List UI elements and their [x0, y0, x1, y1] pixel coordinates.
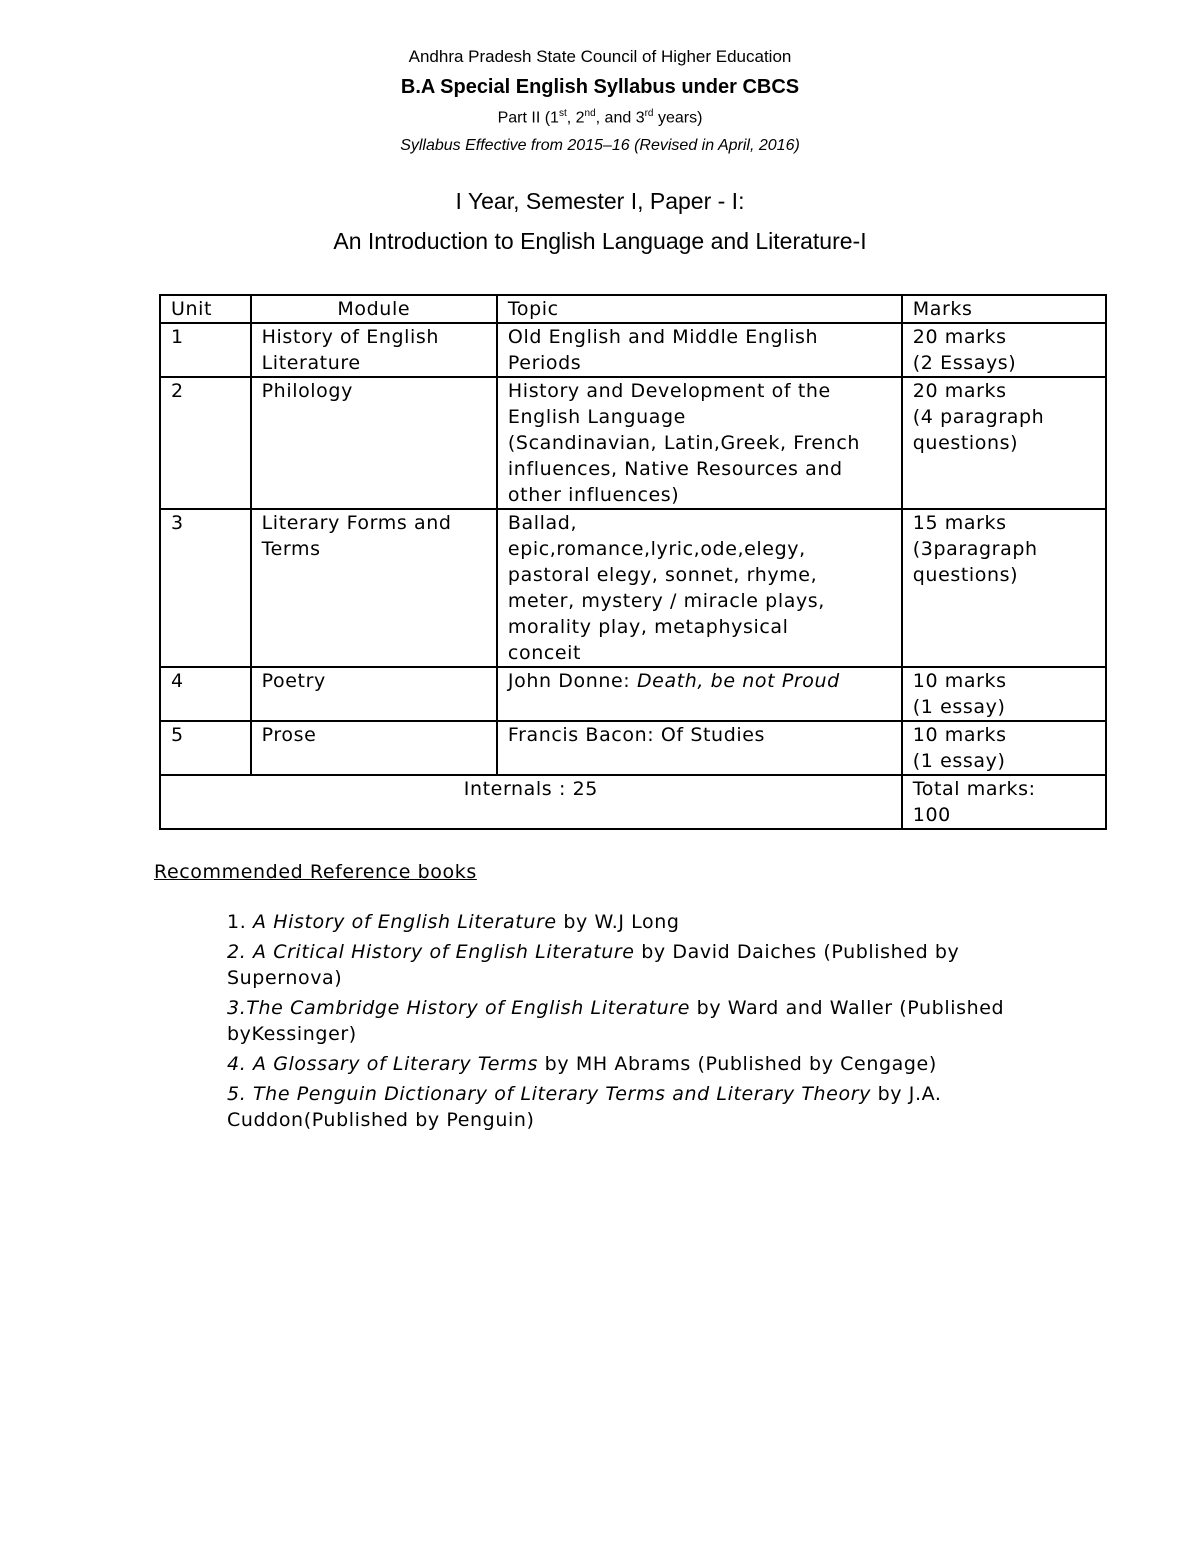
table-row: [160, 377, 1106, 509]
part-text: Part II (1: [497, 109, 559, 127]
ref-title: The Penguin Dictionary of Literary Terms and Literary Theory: [252, 1083, 871, 1105]
effective-line: Syllabus Effective from 2015–16 (Revised in April, 2016): [400, 137, 800, 154]
cell-marks: 15 marks (3paragraph questions): [902, 509, 1106, 667]
cell-topic: [497, 667, 902, 721]
topic-work-title: Death, be not Proud: [636, 670, 840, 692]
ref-details: by W.J Long: [556, 911, 680, 933]
part-text: , 2: [566, 109, 585, 127]
council-name: Andhra Pradesh State Council of Higher Education: [408, 47, 792, 66]
list-item: [227, 1051, 1047, 1077]
list-item: [227, 1081, 1047, 1133]
syllabus-table: [159, 294, 1107, 830]
list-item: [227, 909, 1047, 935]
sup-second: nd: [584, 108, 596, 119]
cell-module: Philology: [251, 377, 497, 509]
cell-unit: 5: [160, 721, 251, 775]
table-header-row: [160, 295, 1106, 323]
ref-details: by David Daiches (Published by Supernova): [227, 941, 960, 989]
cell-unit: 3: [160, 509, 251, 667]
list-item: [227, 995, 1047, 1047]
syllabus-title: B.A Special English Syllabus under CBCS: [400, 76, 800, 98]
table-footer-row: [160, 775, 1106, 829]
ref-number: 3.: [227, 997, 247, 1019]
ref-number: 4.: [227, 1053, 253, 1075]
cell-marks: 20 marks (2 Essays): [902, 323, 1106, 377]
part-text: , and 3: [595, 109, 645, 127]
ref-title: The Cambridge History of English Literature: [246, 997, 691, 1019]
table-row: [160, 323, 1106, 377]
cell-unit: 1: [160, 323, 251, 377]
cell-topic: Ballad, epic,romance,lyric,ode,elegy, pastoral elegy, sonnet, rhyme, meter, mystery / miracle plays, morality play, metaphysical conceit: [497, 509, 902, 667]
cell-module: Prose: [251, 721, 497, 775]
part-text: years): [653, 109, 703, 127]
topic-author: John Donne:: [507, 670, 637, 692]
header-module: Module: [251, 295, 497, 323]
table-row: [160, 667, 1106, 721]
table-row: [160, 509, 1106, 667]
cell-module: Literary Forms and Terms: [251, 509, 497, 667]
cell-unit: 4: [160, 667, 251, 721]
references-heading: Recommended Reference books: [154, 861, 477, 883]
part-line: [0, 108, 1200, 127]
ref-number: 5.: [227, 1083, 253, 1105]
cell-module: History of English Literature: [251, 323, 497, 377]
header-topic: Topic: [497, 295, 902, 323]
cell-module: Poetry: [251, 667, 497, 721]
cell-marks: 10 marks (1 essay): [902, 721, 1106, 775]
ref-title: A Critical History of English Literature: [252, 941, 635, 963]
table-row: [160, 721, 1106, 775]
ref-number: 2.: [227, 941, 253, 963]
ref-details: by J.A. Cuddon(Published by Penguin): [227, 1083, 942, 1131]
header-unit: Unit: [160, 295, 251, 323]
cell-internals: Internals : 25: [160, 775, 902, 829]
cell-topic: History and Development of the English Language (Scandinavian, Latin,Greek, French influences, Native Resources and other influences): [497, 377, 902, 509]
sup-third: rd: [644, 108, 654, 119]
cell-topic: Old English and Middle English Periods: [497, 323, 902, 377]
course-title: An Introduction to English Language and Literature-I: [333, 228, 867, 254]
paper-title: I Year, Semester I, Paper - I:: [455, 188, 745, 214]
references-list: [227, 909, 1047, 1137]
header-marks: Marks: [902, 295, 1106, 323]
ref-title: A History of English Literature: [252, 911, 557, 933]
sup-first: st: [558, 108, 567, 119]
ref-number: 1.: [227, 911, 253, 933]
ref-details: by Ward and Waller (Published byKessinger): [227, 997, 1005, 1045]
ref-details: by MH Abrams (Published by Cengage): [538, 1053, 937, 1075]
cell-unit: 2: [160, 377, 251, 509]
cell-marks: 10 marks (1 essay): [902, 667, 1106, 721]
ref-title: A Glossary of Literary Terms: [252, 1053, 539, 1075]
cell-total-marks: Total marks: 100: [902, 775, 1106, 829]
list-item: [227, 939, 1047, 991]
cell-marks: 20 marks (4 paragraph questions): [902, 377, 1106, 509]
cell-topic: Francis Bacon: Of Studies: [497, 721, 902, 775]
